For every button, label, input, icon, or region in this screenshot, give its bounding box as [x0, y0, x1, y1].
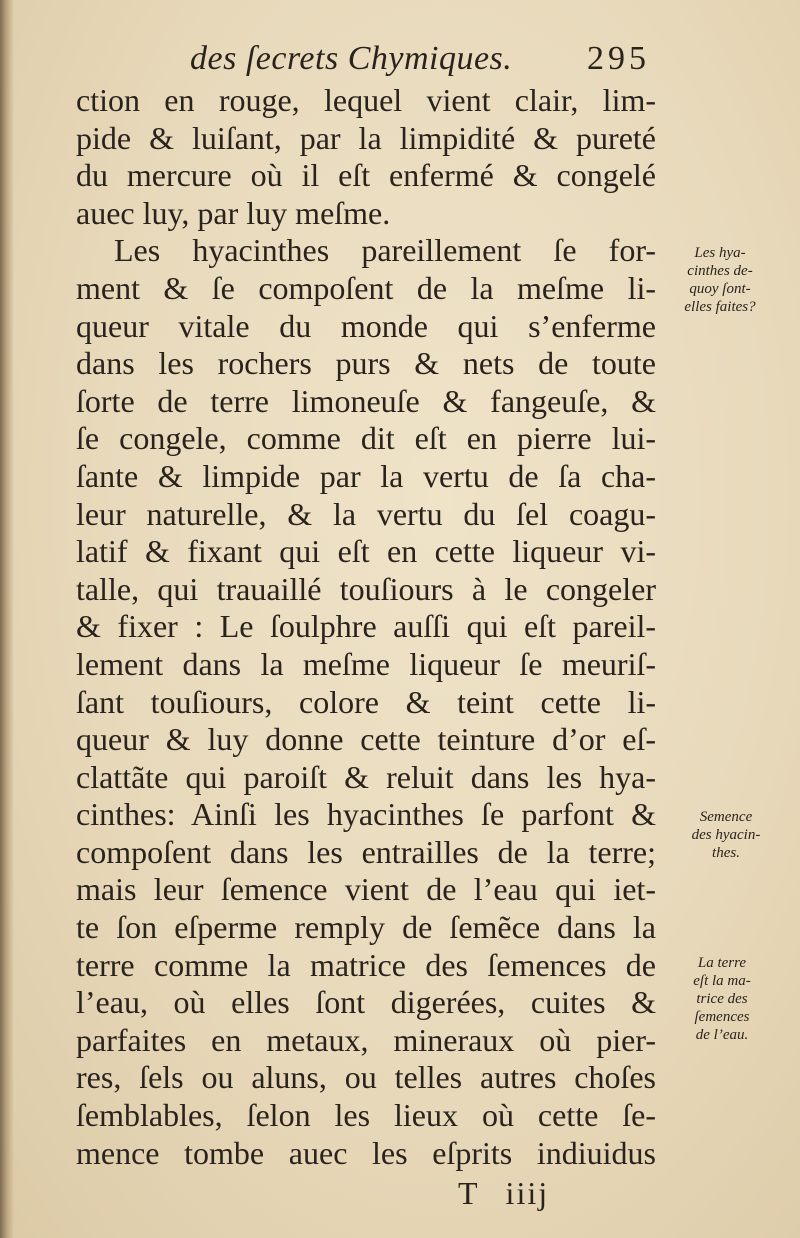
text-line: ſemblables, ſelon les lieux où cette ſe- [76, 1097, 656, 1134]
text-line: ment & ſe compoſent de la meſme li- [76, 269, 656, 306]
text-line: queur vitale du monde qui s’enferme [76, 307, 656, 344]
margin-note-line: de l’eau. [695, 1027, 749, 1043]
text-line: mais leur ſemence vient de l’eau qui iet- [76, 871, 656, 908]
margin-note-line: cinthes de- [687, 263, 753, 279]
text-line: clattãte qui paroiſt & reluit dans les hya- [76, 758, 656, 795]
paragraph-first-line: Les hyacinthes pareillement ſe for- [114, 232, 656, 269]
margin-note-semence [672, 808, 780, 862]
body-text [76, 82, 656, 1172]
text-line: lement dans la meſme liqueur ſe meuriſ- [76, 645, 656, 682]
text-line: l’eau, où elles ſont digerées, cuites & [76, 984, 656, 1021]
text-line: terre comme la matrice des ſemences de [76, 946, 656, 983]
margin-note-terre [668, 954, 776, 1044]
text-line: ſorte de terre limoneuſe & fangeuſe, & [76, 382, 656, 419]
page-number: 295 [587, 40, 650, 77]
margin-note-line: eſt la ma- [693, 973, 751, 989]
margin-note-line: quoy ſont- [689, 281, 751, 297]
margin-note-line: ſemences [694, 1009, 750, 1025]
text-line: res, ſels ou aluns, ou telles autres choſes [76, 1059, 656, 1096]
signature-number: iiij [505, 1175, 550, 1211]
margin-note-line: thes. [712, 845, 740, 861]
text-line: ction en rouge, lequel vient clair, lim- [76, 82, 656, 118]
text-line: queur & luy donne cette teinture d’or eſ- [76, 721, 656, 758]
text-line: latif & fixant qui eſt en cette liqueur vi- [76, 533, 656, 570]
text-line: parfaites en metaux, mineraux où pier- [76, 1021, 656, 1058]
signature-letter: T [458, 1175, 480, 1211]
margin-note-line: Les hya- [694, 245, 746, 261]
margin-note-line: elles faites? [684, 299, 756, 315]
text-line: talle, qui trauaillé touſiours à le congeler [76, 570, 656, 607]
text-line: ſante & limpide par la vertu de ſa cha- [76, 457, 656, 494]
running-head [190, 40, 650, 88]
text-line: leur naturelle, & la vertu du ſel coagu- [76, 495, 656, 532]
text-line: pide & luiſant, par la limpidité & pureté [76, 119, 656, 156]
text-line: du mercure où il eſt enfermé & congelé [76, 157, 656, 194]
margin-note-line: des hyacin- [691, 827, 761, 843]
text-line: compoſent dans les entrailles de la terre; [76, 833, 656, 870]
text-line: auec luy, par luy meſme. [76, 194, 391, 231]
text-line: ſe congele, comme dit eſt en pierre lui- [76, 420, 656, 457]
text-line: te ſon eſperme remply de ſemẽce dans la [76, 909, 656, 946]
running-title: des ſecrets Chymiques. [190, 40, 513, 77]
page-binding-edge [0, 0, 14, 1238]
text-line: mence tombe auec les eſprits indiuidus [76, 1134, 656, 1171]
text-line: dans les rochers purs & nets de toute [76, 345, 656, 382]
margin-note-line: trice des [696, 991, 748, 1007]
text-line: ſant touſiours, colore & teint cette li- [76, 683, 656, 720]
signature-mark [458, 1175, 549, 1212]
text-line: & fixer : Le ſoulphre auſſi qui eſt pareil- [76, 608, 656, 645]
margin-note-hyacinthes [666, 244, 774, 316]
text-line: cinthes: Ainſi les hyacinthes ſe parfont & [76, 796, 656, 833]
margin-note-line: La terre [697, 955, 747, 971]
margin-note-line: Semence [699, 809, 753, 825]
